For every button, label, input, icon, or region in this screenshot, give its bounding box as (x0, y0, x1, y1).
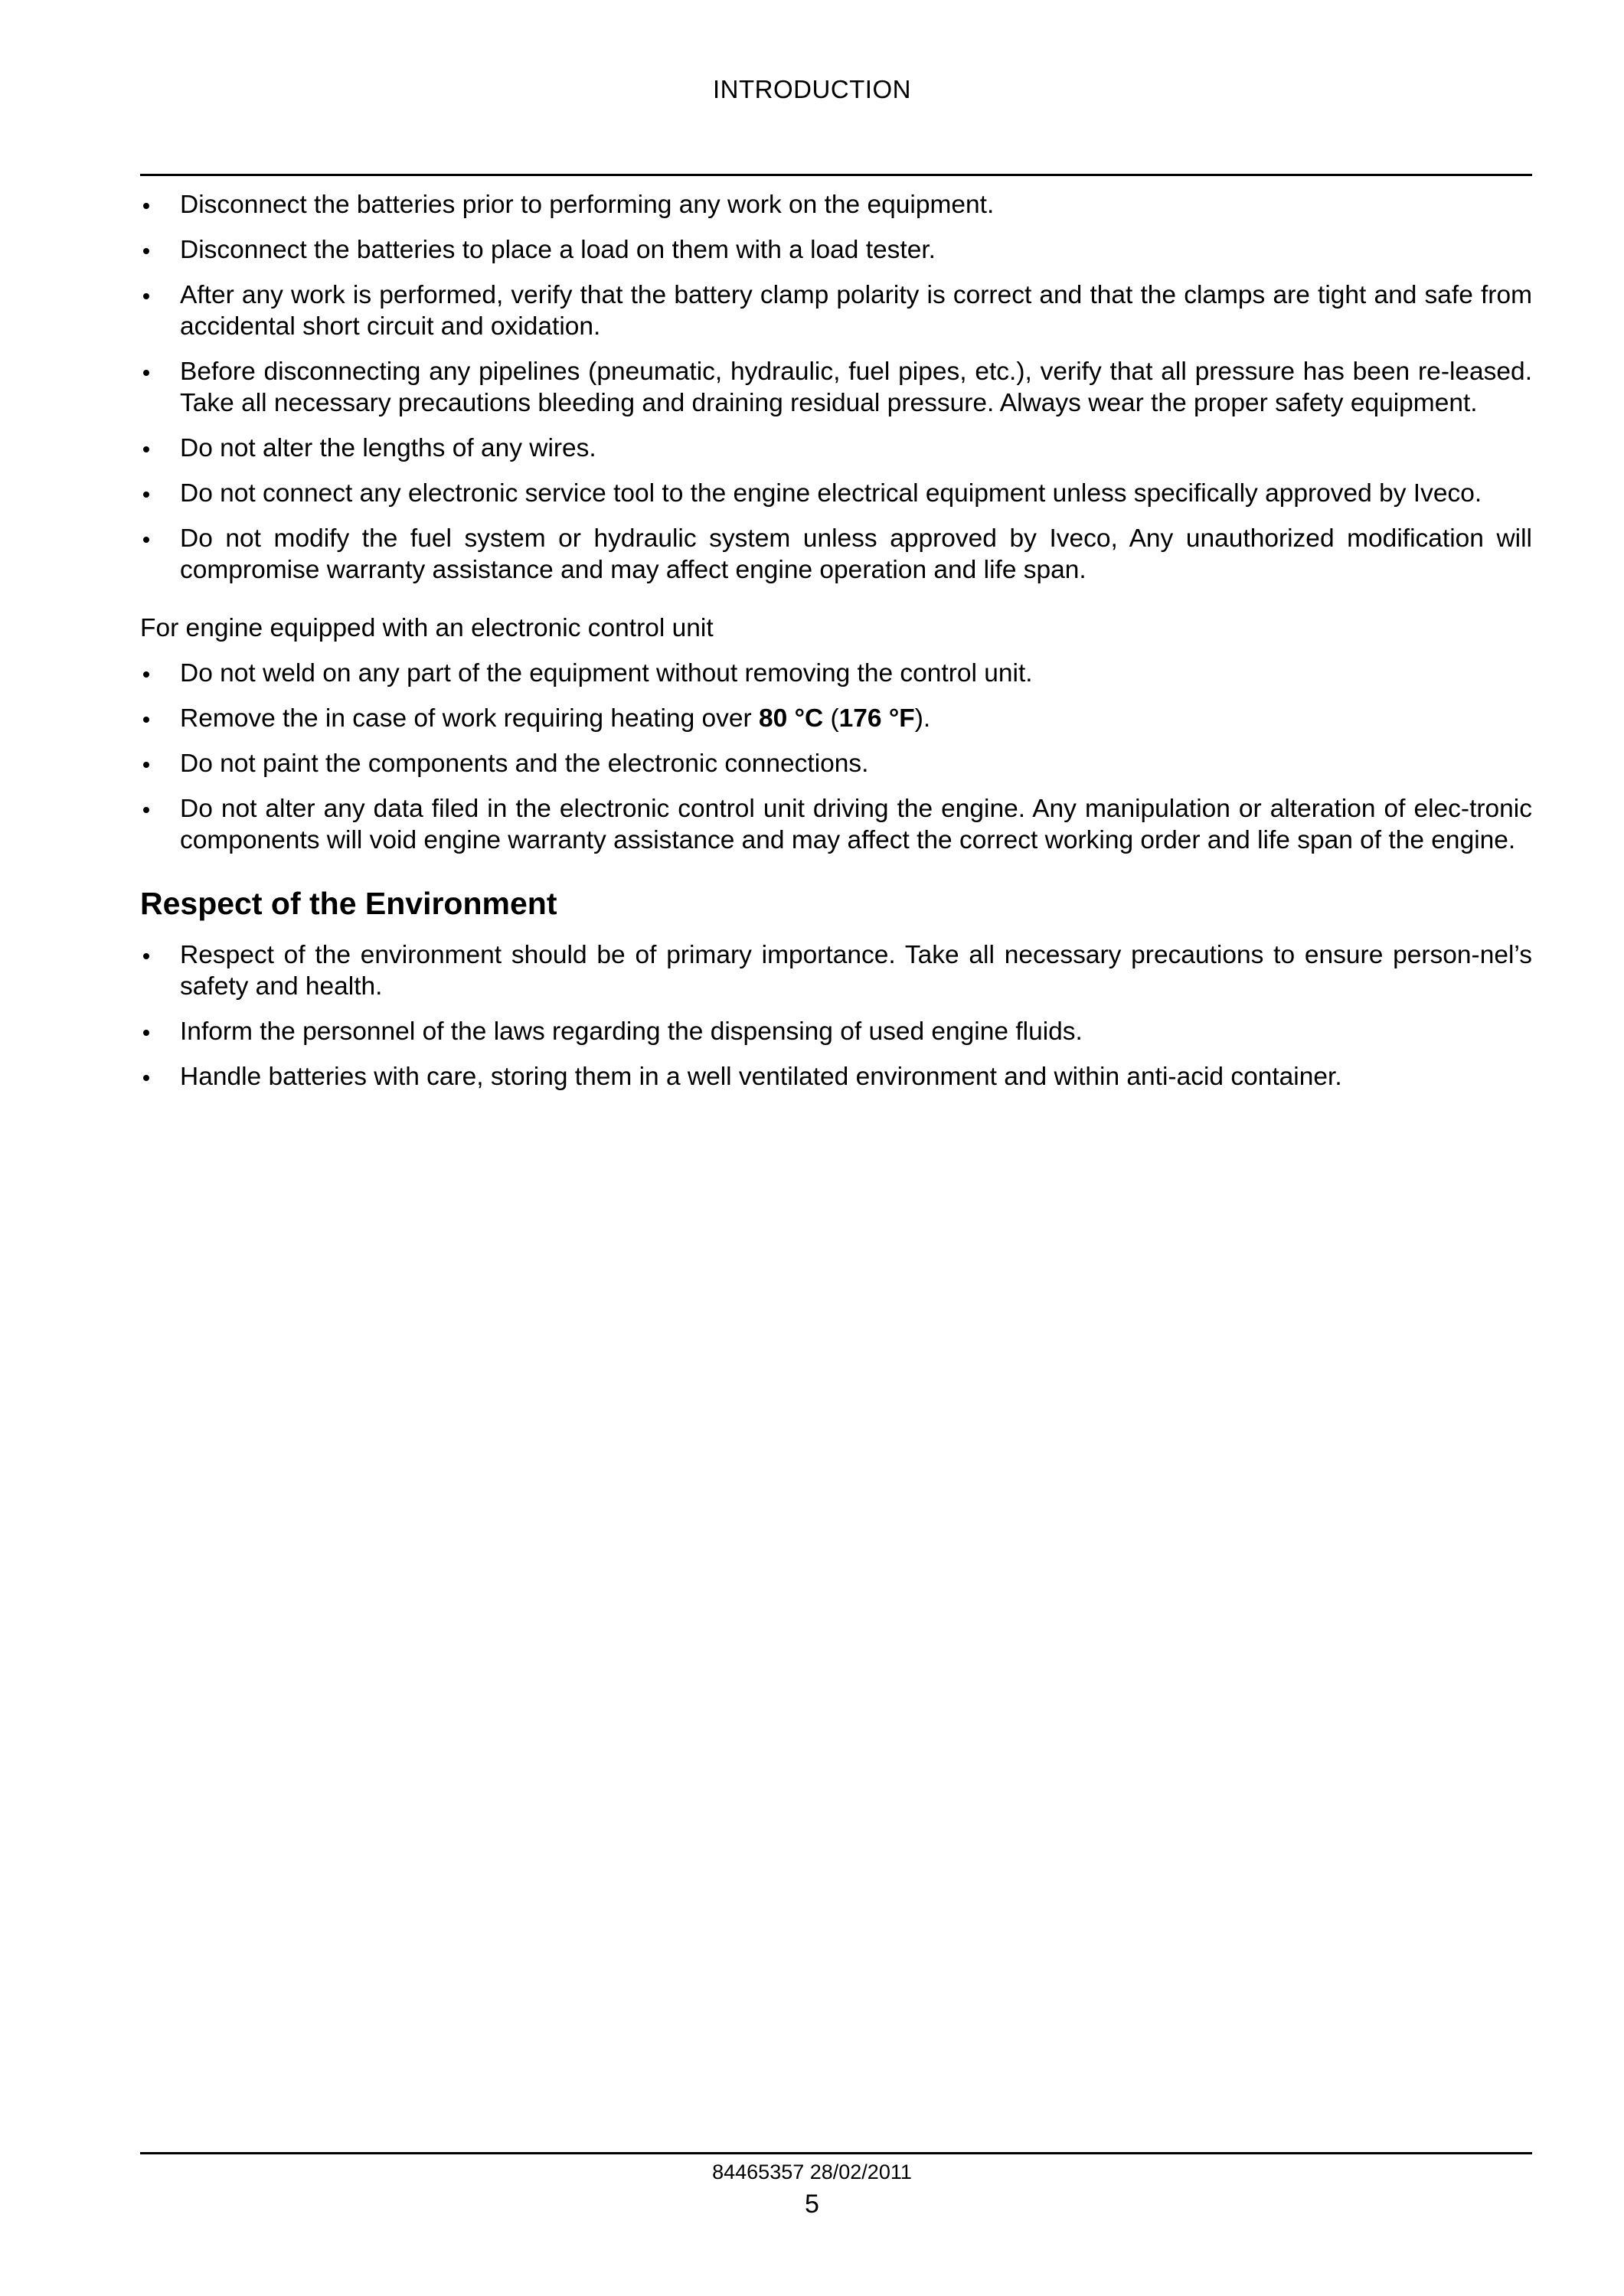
list-item: Respect of the environment should be of primary importance. Take all necessary precautions to ensure person-nel’s safety and health. (140, 939, 1532, 1002)
list-item: Do not alter any data filed in the electronic control unit driving the engine. Any manipulation or alteration of elec-tronic components will void engine warranty assistance and may affect the correct working order and life span of the engine. (140, 793, 1532, 856)
running-header: INTRODUCTION (713, 75, 911, 103)
footer-rule (140, 2152, 1532, 2154)
list-item: Handle batteries with care, storing them in a well ventilated environment and within anti-acid container. (140, 1061, 1532, 1092)
environment-list (140, 939, 1532, 1092)
list-item: Do not weld on any part of the equipment without removing the control unit. (140, 658, 1532, 689)
page-body (140, 189, 1532, 1106)
heating-text: Remove the in case of work requiring heating over (180, 704, 760, 733)
temperature-fahrenheit: 176 °F (838, 704, 915, 733)
heating-open-paren: ( (823, 704, 839, 733)
list-item: Before disconnecting any pipelines (pneumatic, hydraulic, fuel pipes, etc.), verify that all pressure has been re-leased. Take all necessary precautions bleeding and draining residual pressure. Always wear the proper safety equipment. (140, 356, 1532, 419)
section-heading: Respect of the Environment (140, 886, 557, 921)
header-rule (140, 174, 1532, 176)
list-item: Do not paint the components and the electronic connections. (140, 748, 1532, 779)
ecu-intro-paragraph: For engine equipped with an electronic control unit (140, 614, 714, 642)
document-code: 84465357 28/02/2011 (712, 2160, 912, 2183)
list-item: Do not alter the lengths of any wires. (140, 433, 1532, 464)
page-number: 5 (805, 2190, 819, 2219)
list-item-heating (140, 703, 1532, 734)
ecu-precautions-list (140, 658, 1532, 856)
heating-close-paren: ). (914, 704, 931, 733)
list-item: Disconnect the batteries prior to performing any work on the equipment. (140, 189, 1532, 220)
list-item: Inform the personnel of the laws regarding the dispensing of used engine fluids. (140, 1016, 1532, 1047)
list-item: Do not connect any electronic service tool to the engine electrical equipment unless specifically approved by Iveco. (140, 478, 1532, 509)
list-item: After any work is performed, verify that the battery clamp polarity is correct and that the clamps are tight and safe from accidental short circuit and oxidation. (140, 279, 1532, 342)
general-precautions-list (140, 189, 1532, 586)
temperature-celsius: 80 °C (759, 704, 824, 733)
list-item: Do not modify the fuel system or hydraulic system unless approved by Iveco, Any unauthorized modification will compromise warranty assistance and may affect engine operation and life span. (140, 523, 1532, 586)
list-item: Disconnect the batteries to place a load on them with a load tester. (140, 234, 1532, 266)
